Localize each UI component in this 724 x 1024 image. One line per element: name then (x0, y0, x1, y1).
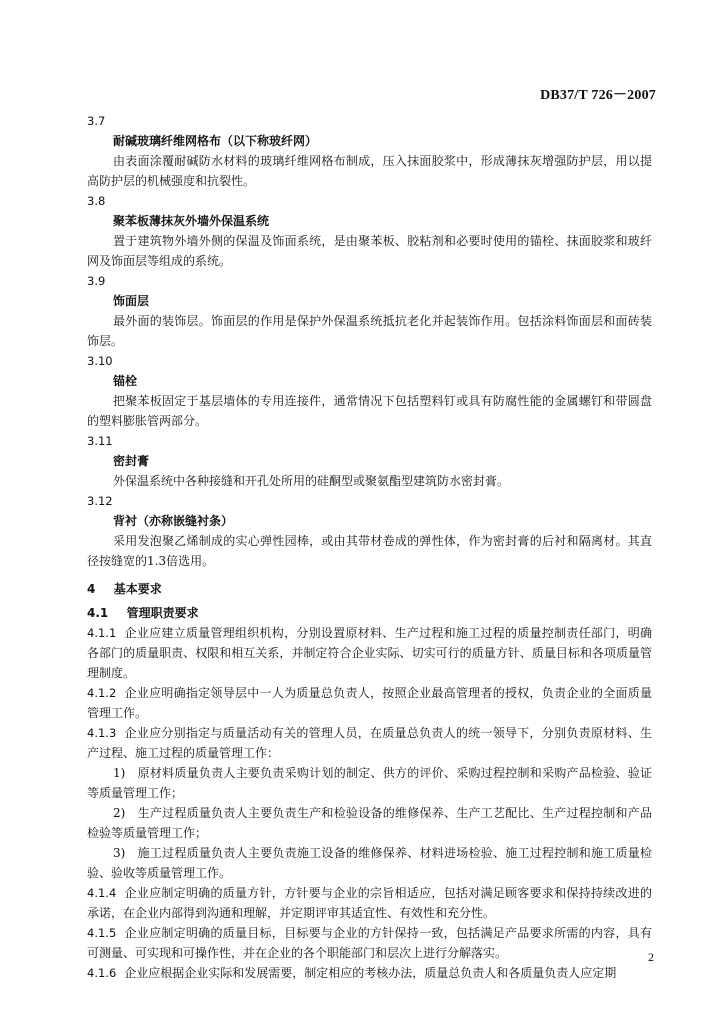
page-number: 2 (648, 950, 654, 964)
clause-number: 3.11 (87, 434, 113, 448)
clause-text: 企业应建立质量管理组织机构，分别设置原材料、生产过程和施工过程的质量控制责任部门，明确各部门的质量职责、权限和相互关系，并制定符合企业实际、切实可行的质量方针、质量目标和各项质量管理制度。 (87, 626, 652, 680)
term-title: 锚栓 (113, 374, 138, 388)
term-title: 密封膏 (113, 454, 150, 468)
document-code: DB37/T 726－2007 (540, 88, 656, 103)
list-text: 原材料质量负责人主要负责采购计划的制定、供方的评价、采购过程控制和采购产品检验、验证等质量管理工作； (87, 766, 652, 800)
clause-number: 4.1.6 (87, 966, 117, 980)
definition-3-9 (87, 271, 652, 351)
list-item-2 (87, 803, 652, 843)
term-definition: 置于建筑物外墙外侧的保温及饰面系统，是由聚苯板、胶粘剂和必要时使用的锚栓、抹面胶浆和玻纤网及饰面层等组成的系统。 (87, 234, 652, 268)
definition-3-7 (87, 111, 652, 191)
definition-3-8 (87, 191, 652, 271)
section-heading (87, 579, 652, 599)
list-item-1 (87, 763, 652, 803)
section-number: 4 (87, 582, 96, 596)
list-item-3 (87, 843, 652, 883)
list-text: 生产过程质量负责人主要负责生产和检验设备的维修保养、生产工艺配比、生产过程控制和产品检验等质量管理工作； (87, 806, 652, 840)
subsection-number: 4.1 (87, 606, 109, 620)
term-title: 背衬（亦称嵌缝衬条） (113, 514, 234, 528)
term-definition: 最外面的装饰层。饰面层的作用是保护外保温系统抵抗老化并起装饰作用。包括涂料饰面层和面砖装饰层。 (87, 314, 652, 348)
clause-4-1-5 (87, 923, 652, 963)
clause-number: 3.7 (87, 114, 106, 128)
clause-number: 4.1.1 (87, 626, 117, 640)
clause-number: 3.9 (87, 274, 106, 288)
term-title: 聚苯板薄抹灰外墙外保温系统 (113, 214, 270, 228)
document-body (87, 111, 652, 983)
clause-text: 企业应明确指定领导层中一人为质量总负责人，按照企业最高管理者的授权，负责企业的全面质量管理工作。 (87, 686, 652, 720)
clause-4-1-3 (87, 723, 652, 763)
clause-number: 4.1.5 (87, 926, 117, 940)
clause-number: 4.1.2 (87, 686, 117, 700)
clause-text: 企业应制定明确的质量目标，目标要与企业的方针保持一致，包括满足产品要求所需的内容，具有可测量、可实现和可操作性，并在企业的各个职能部门和层次上进行分解落实。 (87, 926, 652, 960)
clause-number: 3.10 (87, 354, 113, 368)
clause-text: 企业应制定明确的质量方针，方针要与企业的宗旨相适应，包括对满足顾客要求和保持持续改进的承诺，在企业内部得到沟通和理解，并定期评审其适宜性、有效性和充分性。 (87, 886, 652, 920)
definition-3-12 (87, 491, 652, 571)
definition-3-10 (87, 351, 652, 431)
definition-3-11 (87, 431, 652, 491)
subsection-title: 管理职责要求 (126, 606, 199, 620)
list-text: 施工过程质量负责人主要负责施工设备的维修保养、材料进场检验、施工过程控制和施工质量检验、验收等质量管理工作。 (87, 846, 652, 880)
list-label: 1) (113, 766, 126, 780)
clause-number: 4.1.4 (87, 886, 117, 900)
clause-number: 4.1.3 (87, 726, 117, 740)
clause-number: 3.12 (87, 494, 113, 508)
term-definition: 采用发泡聚乙烯制成的实心弹性园棒，或由其带材卷成的弹性体，作为密封膏的后衬和隔离材。其直径按缝宽的1.3倍选用。 (87, 534, 652, 568)
clause-text: 企业应根据企业实际和发展需要，制定相应的考核办法，质量总负责人和各质量负责人应定期 (124, 966, 617, 980)
subsection-heading (87, 603, 652, 623)
term-title: 耐碱玻璃纤维网格布（以下称玻纤网） (113, 134, 318, 148)
term-definition: 外保温系统中各种接缝和开孔处所用的硅酮型或聚氨酯型建筑防水密封膏。 (113, 474, 510, 488)
clause-4-1-2 (87, 683, 652, 723)
term-definition: 由表面涂覆耐碱防水材料的玻璃纤维网格布制成，压入抹面胶浆中，形成薄抹灰增强防护层，用以提高防护层的机械强度和抗裂性。 (87, 154, 652, 188)
clause-4-1-6 (87, 963, 652, 983)
list-label: 3) (113, 846, 126, 860)
term-definition: 把聚苯板固定于基层墙体的专用连接件，通常情况下包括塑料钉或具有防腐性能的金属螺钉和带圆盘的塑料膨胀管两部分。 (87, 394, 652, 428)
clause-4-1-1 (87, 623, 652, 683)
term-title: 饰面层 (113, 294, 150, 308)
clause-4-1-4 (87, 883, 652, 923)
section-title: 基本要求 (113, 582, 162, 596)
clause-text: 企业应分别指定与质量活动有关的管理人员，在质量总负责人的统一领导下，分别负责原材料、生产过程、施工过程的质量管理工作： (87, 726, 652, 760)
clause-number: 3.8 (87, 194, 106, 208)
list-label: 2) (113, 806, 126, 820)
